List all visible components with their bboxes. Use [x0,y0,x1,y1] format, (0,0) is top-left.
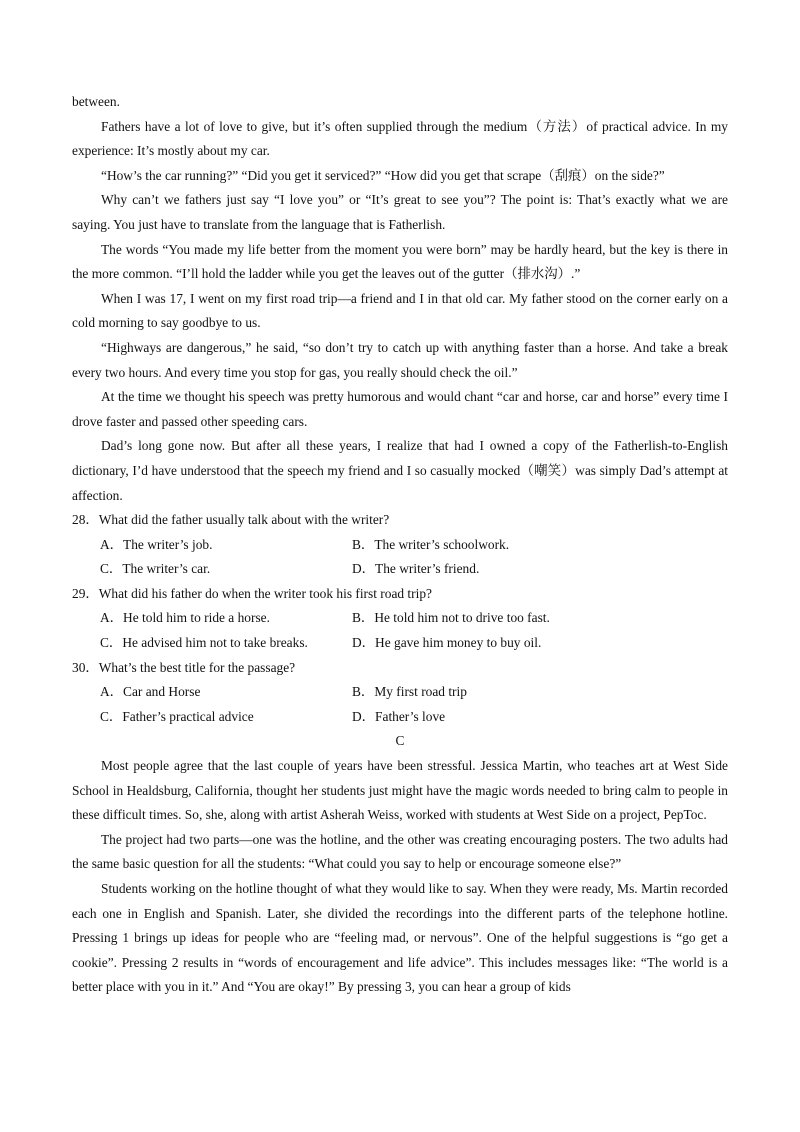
option-a: A．He told him to ride a horse. [100,610,270,626]
passage-b-paragraph: The words “You made my life better from the moment you were born” may be hardly heard, but the key is there in the more common. “I’ll hold the ladder while you get the leaves out of the gutter（排水沟）.” [72,241,728,282]
option-d: D．He gave him money to buy oil. [352,635,542,651]
section-heading: C [395,733,405,749]
question-29 [72,582,728,656]
passage-b-paragraph: At the time we thought his speech was pretty humorous and would chant “car and horse, car and horse” every time I drove faster and passed other speeding cars. [72,389,728,429]
question-stem: 29．What did his father do when the writer took his first road trip? [72,585,432,601]
exam-page [72,90,728,1000]
passage-b-paragraph: “How’s the car running?” “Did you get it serviced?” “How did you get that scrape（刮痕）on the side?” [101,167,665,183]
passage-b-paragraph: When I was 17, I went on my first road trip—a friend and I in that old car. My father stood on the corner early on a cold morning to say goodbye to us. [72,290,728,331]
passage-b-paragraph: Why can’t we fathers just say “I love you” or “It’s great to see you”? The point is: That’s exactly what we are saying. You just have to translate from the language that is Fatherlish. [72,192,728,232]
option-d: D．Father’s love [352,708,446,724]
option-row [72,557,728,582]
option-b: B．The writer’s schoolwork. [352,536,510,552]
option-c: C．The writer’s car. [100,561,211,577]
passage-b-paragraph: Fathers have a lot of love to give, but it’s often supplied through the medium（方法）of practical advice. In my experience: It’s mostly about my car. [72,118,728,159]
passage-c-paragraph: Most people agree that the last couple of years have been stressful. Jessica Martin, who teaches art at West Side School in Healdsburg, California, thought her students just might have the magic words needed to bring calm to people in these difficult times. So, she, along with artist Asherah Weiss, worked with students at West Side on a project, PepToc. [72,758,728,823]
passage-c-paragraph: The project had two parts—one was the hotline, and the other was creating encouraging posters. The two adults had the same basic question for all the students: “What could you say to help or encourage someone else?” [72,831,728,872]
option-row [72,680,728,705]
passage-b-paragraph: Dad’s long gone now. But after all these years, I realize that had I owned a copy of the Fatherlish-to-English dictionary, I’d have understood that the speech my friend and I so casually mocked（嘲笑）was simply Dad’s attempt at affection. [72,438,728,503]
passage-b-paragraph: “Highways are dangerous,” he said, “so don’t try to catch up with anything faster than a horse. And take a break every two hours. And every time you stop for gas, you really should check the oil.” [72,339,728,380]
question-30 [72,656,728,730]
option-row [72,606,728,631]
question-28 [72,508,728,582]
option-c: C．He advised him not to take breaks. [100,635,308,651]
option-b: B．My first road trip [352,684,467,700]
option-a: A．Car and Horse [100,684,201,700]
passage-b-continuation: between. [72,94,120,109]
option-b: B．He told him not to drive too fast. [352,610,550,626]
question-stem: 30．What’s the best title for the passage? [72,659,296,675]
option-row [72,533,728,558]
option-c: C．Father’s practical advice [100,708,254,724]
option-row [72,631,728,656]
question-stem: 28．What did the father usually talk about with the writer? [72,512,390,528]
option-row [72,705,728,730]
option-a: A．The writer’s job. [100,536,213,552]
option-d: D．The writer’s friend. [352,561,480,577]
passage-c-paragraph: Students working on the hotline thought of what they would like to say. When they were ready, Ms. Martin recorded each one in English and Spanish. Later, she divided the recordings into the different parts of the telephone hotline. Pressing 1 brings up ideas for people who are “feeling mad, or nervous”. One of the helpful suggestions is “go get a cookie”. Pressing 2 results in “words of encouragement and life advice”. This includes messages like: “The world is a better place with you in it.” And “You are okay!” By pressing 3, you can hear a group of kids [72,881,728,995]
